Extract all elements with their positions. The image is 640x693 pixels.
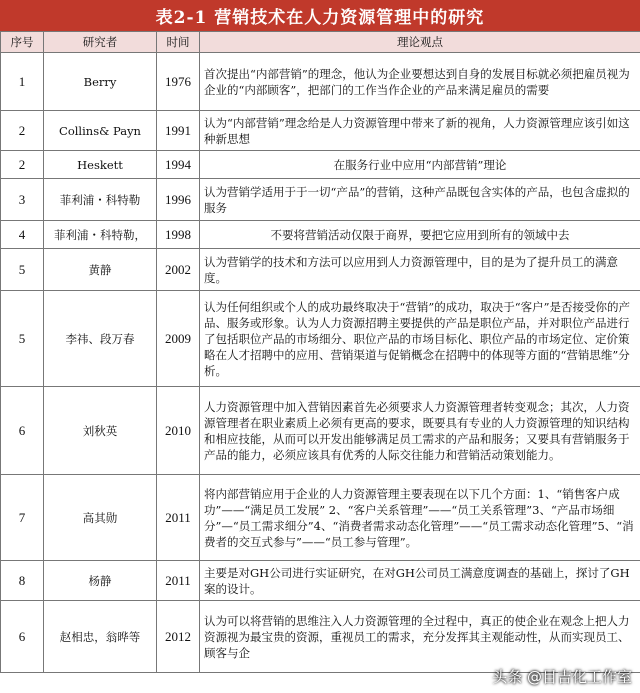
research-table	[0, 31, 640, 673]
cell-researcher: Heskett	[44, 151, 157, 179]
cell-researcher: 菲利浦・科特勒，	[44, 221, 157, 249]
cell-researcher: 李祎、段万春	[44, 291, 157, 387]
cell-year: 1996	[157, 179, 200, 221]
cell-researcher: 赵相忠，翁晔等	[44, 601, 157, 673]
cell-researcher: Collins& Payn	[44, 111, 157, 151]
cell-no: 5	[1, 249, 44, 291]
table-row	[1, 249, 640, 291]
cell-year: 2012	[157, 601, 200, 673]
cell-year: 2002	[157, 249, 200, 291]
cell-no: 8	[1, 561, 44, 601]
cell-no: 2	[1, 111, 44, 151]
table-row	[1, 387, 640, 475]
cell-year: 1991	[157, 111, 200, 151]
header-no: 序号	[1, 32, 44, 53]
cell-view: 人力资源管理中加入营销因素首先必须要求人力资源管理者转变观念；其次，人力资源管理者在职业素质上必须有更高的要求，既要具有专业的人力资源管理的知识结构和相应技能，从而可以开发出能够满足员工需求的产品和服务；又要具有营销服务于产品的能力，必须应该具有优秀的人际交往能力和营销活动策划能力。	[200, 387, 640, 475]
cell-no: 6	[1, 387, 44, 475]
cell-no: 6	[1, 601, 44, 673]
cell-view: 认为任何组织或个人的成功最终取决于“营销”的成功，取决于“客户”是否接受你的产品、服务或形象。认为人力资源招聘主要提供的产品是职位产品，并对职位产品进行了包括职位产品的市场细分、职位产品的市场目标化、职位产品的市场定位、定价策略在人才招聘中的应用、营销渠道与促销概念在招聘中的体现等方面的“营销思维”分析。	[200, 291, 640, 387]
watermark	[492, 666, 632, 687]
cell-view: 首次提出“内部营销”的理念，他认为企业要想达到自身的发展目标就必须把雇员视为企业的“内部顾客”，把部门的工作当作企业的产品来满足雇员的需要	[200, 53, 640, 111]
cell-researcher: 高其勋	[44, 475, 157, 561]
cell-year: 1994	[157, 151, 200, 179]
cell-year: 2011	[157, 475, 200, 561]
cell-no: 2	[1, 151, 44, 179]
table-row	[1, 221, 640, 249]
table-row	[1, 53, 640, 111]
cell-year: 1976	[157, 53, 200, 111]
header-researcher: 研究者	[44, 32, 157, 53]
cell-view: 认为营销学适用于于一切“产品”的营销，这种产品既包含实体的产品，也包含虚拟的服务	[200, 179, 640, 221]
cell-researcher: 菲利浦・科特勒	[44, 179, 157, 221]
header-view: 理论观点	[200, 32, 640, 53]
cell-year: 2009	[157, 291, 200, 387]
cell-no: 7	[1, 475, 44, 561]
cell-view: 在服务行业中应用“内部营销”理论	[200, 151, 640, 179]
cell-view: 主要是对GH公司进行实证研究，在对GH公司员工满意度调查的基础上，探讨了GH案的设计。	[200, 561, 640, 601]
cell-year: 1998	[157, 221, 200, 249]
cell-researcher: 刘秋英	[44, 387, 157, 475]
table-title: 表2-1 营销技术在人力资源管理中的研究	[0, 0, 640, 31]
cell-view: 认为“内部营销”理念给是人力资源管理中带来了新的视角，人力资源管理应该引如这种新思想	[200, 111, 640, 151]
table-row	[1, 291, 640, 387]
cell-view: 认为可以将营销的思维注入人力资源管理的全过程中，真正的使企业在观念上把人力资源视为最宝贵的资源，重视员工的需求，充分发挥其主观能动性，从而实现员工、顾客与企	[200, 601, 640, 673]
cell-researcher: 杨静	[44, 561, 157, 601]
cell-researcher: Berry	[44, 53, 157, 111]
watermark-text: 头条 @目吉化工作室	[492, 668, 632, 686]
cell-researcher: 黄静	[44, 249, 157, 291]
cell-year: 2010	[157, 387, 200, 475]
cell-view: 不要将营销活动仅限于商界，要把它应用到所有的领域中去	[200, 221, 640, 249]
cell-view: 将内部营销应用于企业的人力资源管理主要表现在以下几个方面：1、“销售客户成功”——“满足员工发展” 2、“客户关系管理”——“员工关系管理”3、“产品市场细分”—“员工需求细分”4、“消费者需求动态化管理”——“员工需求动态化管理”5、“消费者的交互式参与”——“员工参与管理”。	[200, 475, 640, 561]
cell-no: 4	[1, 221, 44, 249]
table-row	[1, 601, 640, 673]
table-row	[1, 111, 640, 151]
table-row	[1, 151, 640, 179]
cell-no: 1	[1, 53, 44, 111]
header-year: 时间	[157, 32, 200, 53]
cell-year: 2011	[157, 561, 200, 601]
cell-no: 5	[1, 291, 44, 387]
table-row	[1, 179, 640, 221]
cell-view: 认为营销学的技术和方法可以应用到人力资源管理中，目的是为了提升员工的满意度。	[200, 249, 640, 291]
table-row	[1, 475, 640, 561]
table-header-row	[1, 32, 640, 53]
cell-no: 3	[1, 179, 44, 221]
table-row	[1, 561, 640, 601]
